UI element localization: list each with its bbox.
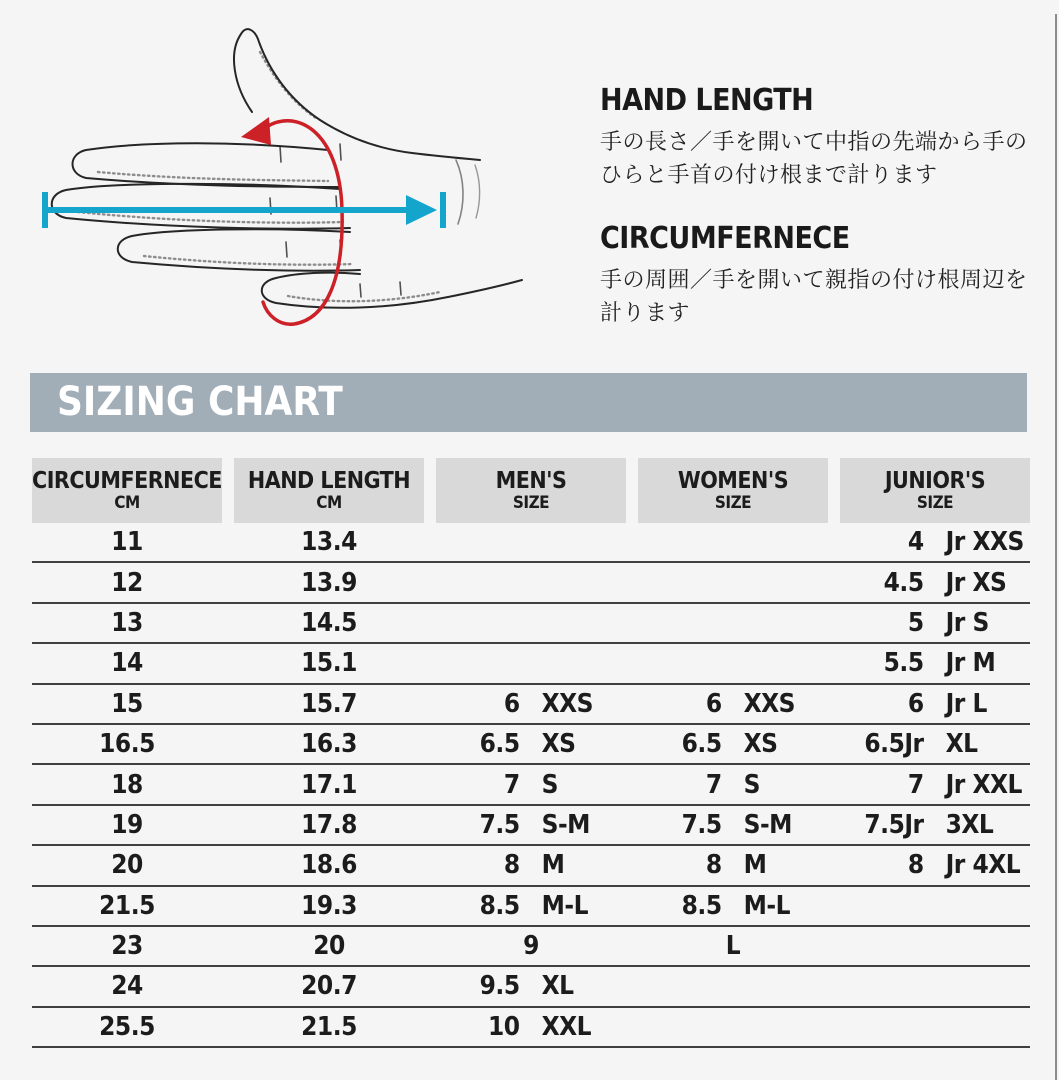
table-row [32, 927, 1030, 967]
cell-juniors-size-label: 3XL [945, 809, 994, 840]
cell-juniors-size-number: 6.5Jr [864, 729, 924, 760]
cell-circumference-cm: 18 [111, 769, 143, 800]
cell-juniors-size [840, 810, 1030, 840]
table-row [32, 846, 1030, 886]
cell-juniors-size [840, 770, 1030, 800]
cell-womens-size-number: 8 [705, 850, 722, 881]
cell-juniors-size [840, 689, 1030, 719]
hand-length-desc-line1: 手の長さ／手を開いて中指の先端から手の [600, 130, 1028, 155]
cell-circumference-cm: 15 [111, 688, 143, 719]
cell-juniors-size-number: 4.5 [883, 567, 924, 598]
cell-mens-size-number: 7 [503, 769, 520, 800]
cell-womens-size-label: S [743, 769, 760, 800]
cell-mens-size [436, 891, 626, 921]
cell-womens-size-label: M [743, 850, 767, 881]
cell-circumference-cm: 23 [111, 931, 143, 962]
circumference-desc-line2: 計ります [600, 301, 691, 326]
cell-mens-size-number: 10 [488, 1011, 520, 1042]
cell-womens-size-label: XS [743, 729, 778, 760]
table-row [32, 563, 1030, 603]
cell-womens-size [638, 770, 828, 800]
cell-juniors-size-number: 5.5 [883, 648, 924, 679]
hand-sketch [52, 29, 522, 308]
cell-mens-size-label: XL [541, 971, 574, 1002]
cell-mens-size [436, 931, 626, 961]
cell-womens-size-label: S-M [743, 809, 792, 840]
cell-juniors-size-label: Jr XXS [945, 527, 1024, 558]
column-header-hand-length: HAND LENGTH CM [234, 458, 424, 523]
cell-juniors-size-number: 8 [907, 850, 924, 881]
cell-hand-length-cm: 14.5 [301, 607, 357, 638]
cell-mens-size [436, 810, 626, 840]
cell-juniors-size-label: Jr L [945, 688, 987, 719]
cell-circumference-cm: 12 [111, 567, 143, 598]
cell-juniors-size-number: 4 [907, 527, 924, 558]
cell-womens-size [638, 689, 828, 719]
cell-womens-size-value: L [725, 931, 741, 962]
cell-mens-size-label: S [541, 769, 558, 800]
cell-juniors-size-label: Jr M [945, 648, 996, 679]
cell-juniors-size-number: 6 [907, 688, 924, 719]
cell-hand-length-cm: 19.3 [301, 890, 357, 921]
cell-circumference-cm: 14 [111, 648, 143, 679]
cell-hand-length-cm: 13.4 [301, 527, 357, 558]
circumference-title: CIRCUMFERNECE [600, 221, 850, 256]
cell-circumference-cm: 13 [111, 607, 143, 638]
cell-mens-size-value: 9 [523, 931, 539, 962]
cell-womens-size-label: XXS [743, 688, 796, 719]
cell-hand-length-cm: 13.9 [301, 567, 357, 598]
cell-circumference-cm: 21.5 [99, 890, 155, 921]
column-header-womens-size: WOMEN'S SIZE [638, 458, 828, 523]
cell-womens-size [638, 891, 828, 921]
cell-hand-length-cm: 15.7 [301, 688, 357, 719]
cell-hand-length-cm: 15.1 [301, 648, 357, 679]
cell-juniors-size-number: 5 [907, 607, 924, 638]
cell-mens-size-number: 6.5 [479, 729, 520, 760]
cell-hand-length-cm: 17.8 [301, 809, 357, 840]
cell-mens-size [436, 971, 626, 1001]
cell-mens-size [436, 729, 626, 759]
table-body [32, 523, 1030, 1048]
cell-hand-length-cm: 21.5 [301, 1011, 357, 1042]
cell-hand-length-cm: 17.1 [301, 769, 357, 800]
cell-circumference-cm: 11 [111, 527, 143, 558]
hand-illustration [28, 8, 543, 348]
cell-hand-length-cm: 20 [313, 931, 345, 962]
cell-hand-length-cm: 20.7 [301, 971, 357, 1002]
cell-mens-size-label: XXS [541, 688, 594, 719]
cell-mens-size-label: XS [541, 729, 576, 760]
table-row [32, 806, 1030, 846]
cell-juniors-size [840, 568, 1030, 598]
cell-womens-size-number: 6 [705, 688, 722, 719]
table-row [32, 1008, 1030, 1048]
cell-womens-size-number: 7 [705, 769, 722, 800]
table-row [32, 604, 1030, 644]
cell-circumference-cm: 19 [111, 809, 143, 840]
cell-womens-size-number: 6.5 [681, 729, 722, 760]
cell-womens-size-number: 7.5 [681, 809, 722, 840]
table-header-row [32, 458, 1030, 523]
cell-juniors-size [840, 729, 1030, 759]
cell-juniors-size-label: Jr XXL [945, 769, 1022, 800]
cell-womens-size [638, 931, 828, 961]
cell-womens-size [638, 850, 828, 880]
cell-juniors-size-label: Jr XS [945, 567, 1007, 598]
cell-circumference-cm: 25.5 [99, 1011, 155, 1042]
cell-juniors-size [840, 527, 1030, 557]
cell-mens-size-label: M-L [541, 890, 588, 921]
hand-length-title: HAND LENGTH [600, 83, 814, 118]
cell-juniors-size-label: XL [945, 729, 978, 760]
cell-womens-size-label: M-L [743, 890, 790, 921]
cell-mens-size-number: 8 [503, 850, 520, 881]
sizing-chart-title-bar: SIZING CHART [30, 373, 1027, 432]
cell-mens-size-number: 7.5 [479, 809, 520, 840]
table-row [32, 644, 1030, 684]
cell-juniors-size-label: Jr S [945, 607, 989, 638]
image-edge-border [1055, 14, 1057, 1080]
cell-womens-size [638, 810, 828, 840]
cell-hand-length-cm: 18.6 [301, 850, 357, 881]
cell-mens-size-number: 8.5 [479, 890, 520, 921]
cell-circumference-cm: 20 [111, 850, 143, 881]
table-row [32, 967, 1030, 1007]
column-header-circumference: CIRCUMFERNECE CM [32, 458, 222, 523]
cell-juniors-size-number: 7 [907, 769, 924, 800]
cell-mens-size-label: XXL [541, 1011, 592, 1042]
hand-length-desc-line2: ひらと手首の付け根まで計ります [600, 163, 938, 188]
table-row [32, 685, 1030, 725]
measure-guide [600, 84, 1040, 330]
cell-juniors-size-label: Jr 4XL [945, 850, 1021, 881]
table-row [32, 725, 1030, 765]
cell-womens-size [638, 729, 828, 759]
table-row [32, 523, 1030, 563]
cell-mens-size-number: 6 [503, 688, 520, 719]
cell-mens-size [436, 850, 626, 880]
cell-mens-size [436, 689, 626, 719]
cell-mens-size-label: M [541, 850, 565, 881]
cell-mens-size [436, 770, 626, 800]
cell-juniors-size-number: 7.5Jr [864, 809, 924, 840]
column-header-juniors-size: JUNIOR'S SIZE [840, 458, 1030, 523]
cell-juniors-size [840, 648, 1030, 678]
cell-womens-size-number: 8.5 [681, 890, 722, 921]
cell-circumference-cm: 24 [111, 971, 143, 1002]
cell-mens-size [436, 1012, 626, 1042]
table-row [32, 765, 1030, 805]
table-row [32, 887, 1030, 927]
circumference-desc-line1: 手の周囲／手を開いて親指の付け根周辺を [600, 268, 1028, 293]
cell-mens-size-number: 9.5 [479, 971, 520, 1002]
cell-hand-length-cm: 16.3 [301, 729, 357, 760]
cell-circumference-cm: 16.5 [99, 729, 155, 760]
column-header-mens-size: MEN'S SIZE [436, 458, 626, 523]
cell-juniors-size [840, 608, 1030, 638]
cell-mens-size-label: S-M [541, 809, 590, 840]
cell-juniors-size [840, 850, 1030, 880]
circumference-arrow-icon [241, 117, 342, 324]
